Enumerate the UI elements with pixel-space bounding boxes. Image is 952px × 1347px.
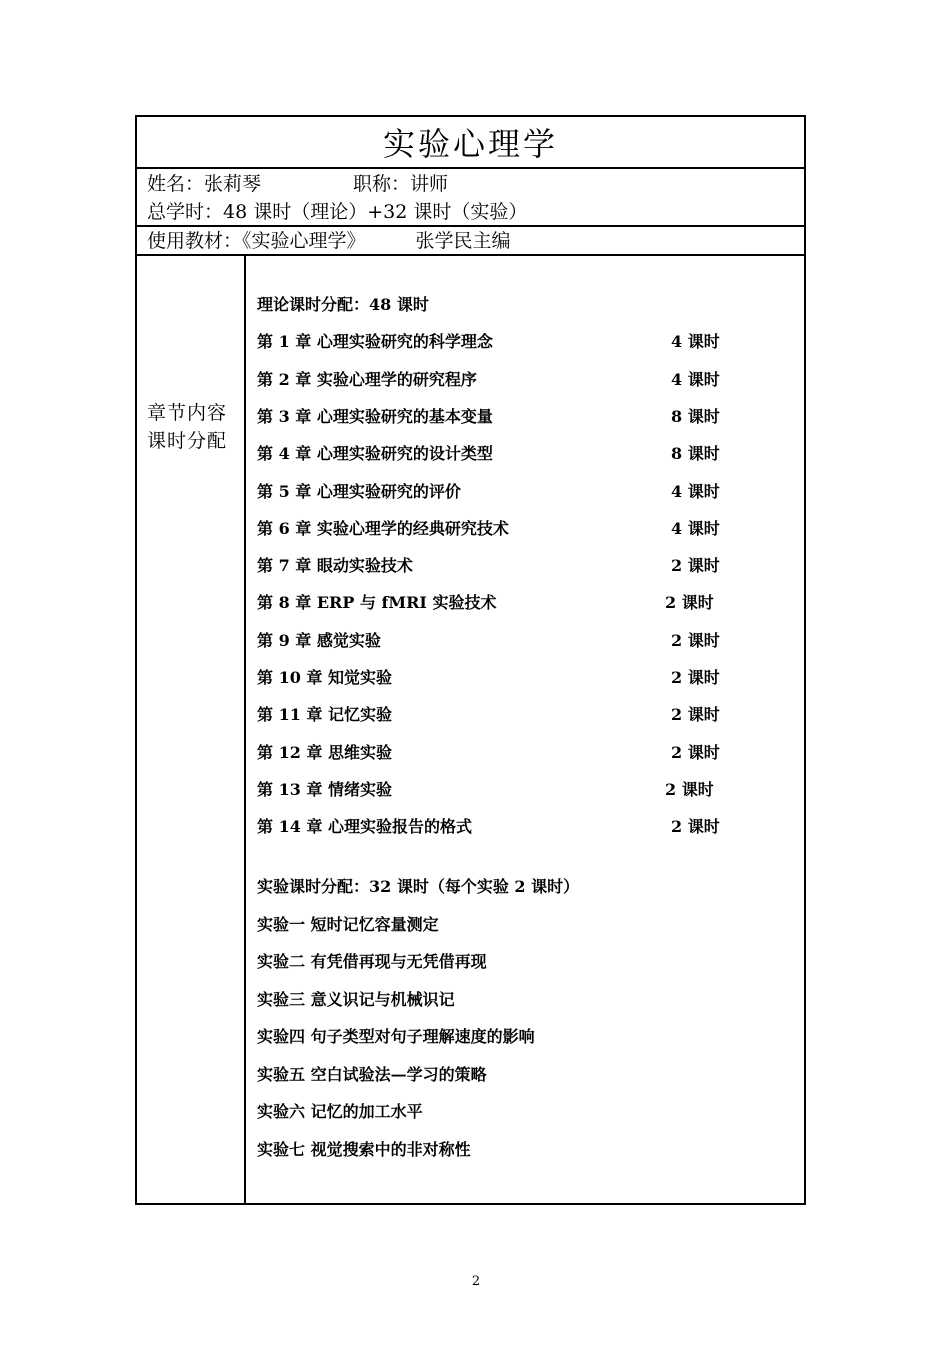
chapter-row: 第 2 章 实验心理学的研究程序 [257,369,477,389]
chapter-hours: 4 课时 [671,481,720,501]
chapter-row: 第 14 章 心理实验报告的格式 [257,817,472,837]
chapter-hours: 2 课时 [671,668,720,687]
column-divider [244,254,246,1203]
chapter-hours: 2 课时 [671,742,720,762]
chapter-hours: 4 课时 [671,332,720,352]
chapter-hours: 2 课时 [671,817,720,837]
course-table [135,115,806,1205]
chapter-row: 第 8 章 ERP 与 fMRI 实验技术 [257,593,497,613]
chapter-hours: 2 课时 [671,705,720,725]
chapter-row: 第 4 章 心理实验研究的设计类型 [257,444,493,464]
chapter-hours: 2 课时 [671,556,720,576]
chapter-row: 第 11 章 记忆实验 [257,705,392,725]
course-title: 实验心理学 [382,125,558,163]
textbook-editor: 张学民主编 [415,230,511,252]
side-label: 章节内容课时分配 [147,402,228,452]
experiment-row: 实验三 意义识记与机械识记 [257,989,455,1009]
chapter-hours: 8 课时 [671,406,720,426]
instructor-row [147,170,448,198]
theory-heading: 理论课时分配：48 课时 [257,295,429,314]
chapter-row: 第 6 章 实验心理学的经典研究技术 [257,518,509,538]
chapter-row: 第 10 章 知觉实验 [257,668,392,687]
page-number: 2 [471,1274,481,1289]
experiment-row: 实验六 记忆的加工水平 [257,1102,423,1121]
experiment-row: 实验四 句子类型对句子理解速度的影响 [257,1027,535,1046]
chapter-row: 第 5 章 心理实验研究的评价 [257,481,461,501]
chapter-row: 第 1 章 心理实验研究的科学理念 [257,332,493,352]
chapter-row: 第 12 章 思维实验 [257,742,392,762]
experiment-row: 实验一 短时记忆容量测定 [257,914,439,934]
instructor-name: 姓名：张莉琴 [147,173,262,195]
chapter-row: 第 13 章 情绪实验 [257,779,392,799]
divider [137,254,804,256]
divider [137,167,804,169]
total-hours: 总学时：48 课时（理论）+32 课时（实验） [147,201,528,223]
chapter-hours: 8 课时 [671,444,720,464]
chapter-hours: 4 课时 [671,369,720,389]
textbook-row [147,227,511,255]
experiment-row: 实验二 有凭借再现与无凭借再现 [257,952,487,971]
chapter-hours: 2 课时 [665,593,714,613]
textbook: 使用教材：《实验心理学》 [147,230,366,252]
experiment-row: 实验五 空白试验法—学习的策略 [257,1064,487,1084]
chapter-hours: 2 课时 [665,779,714,799]
chapter-hours: 4 课时 [671,518,720,538]
chapter-hours: 2 课时 [671,630,720,650]
chapter-row: 第 9 章 感觉实验 [257,630,381,650]
chapter-row: 第 3 章 心理实验研究的基本变量 [257,406,493,426]
experiment-row: 实验七 视觉搜索中的非对称性 [257,1139,471,1159]
experiments-heading: 实验课时分配：32 课时（每个实验 2 课时） [257,877,580,896]
chapter-row: 第 7 章 眼动实验技术 [257,556,413,576]
instructor-title: 职称：讲师 [353,173,449,195]
